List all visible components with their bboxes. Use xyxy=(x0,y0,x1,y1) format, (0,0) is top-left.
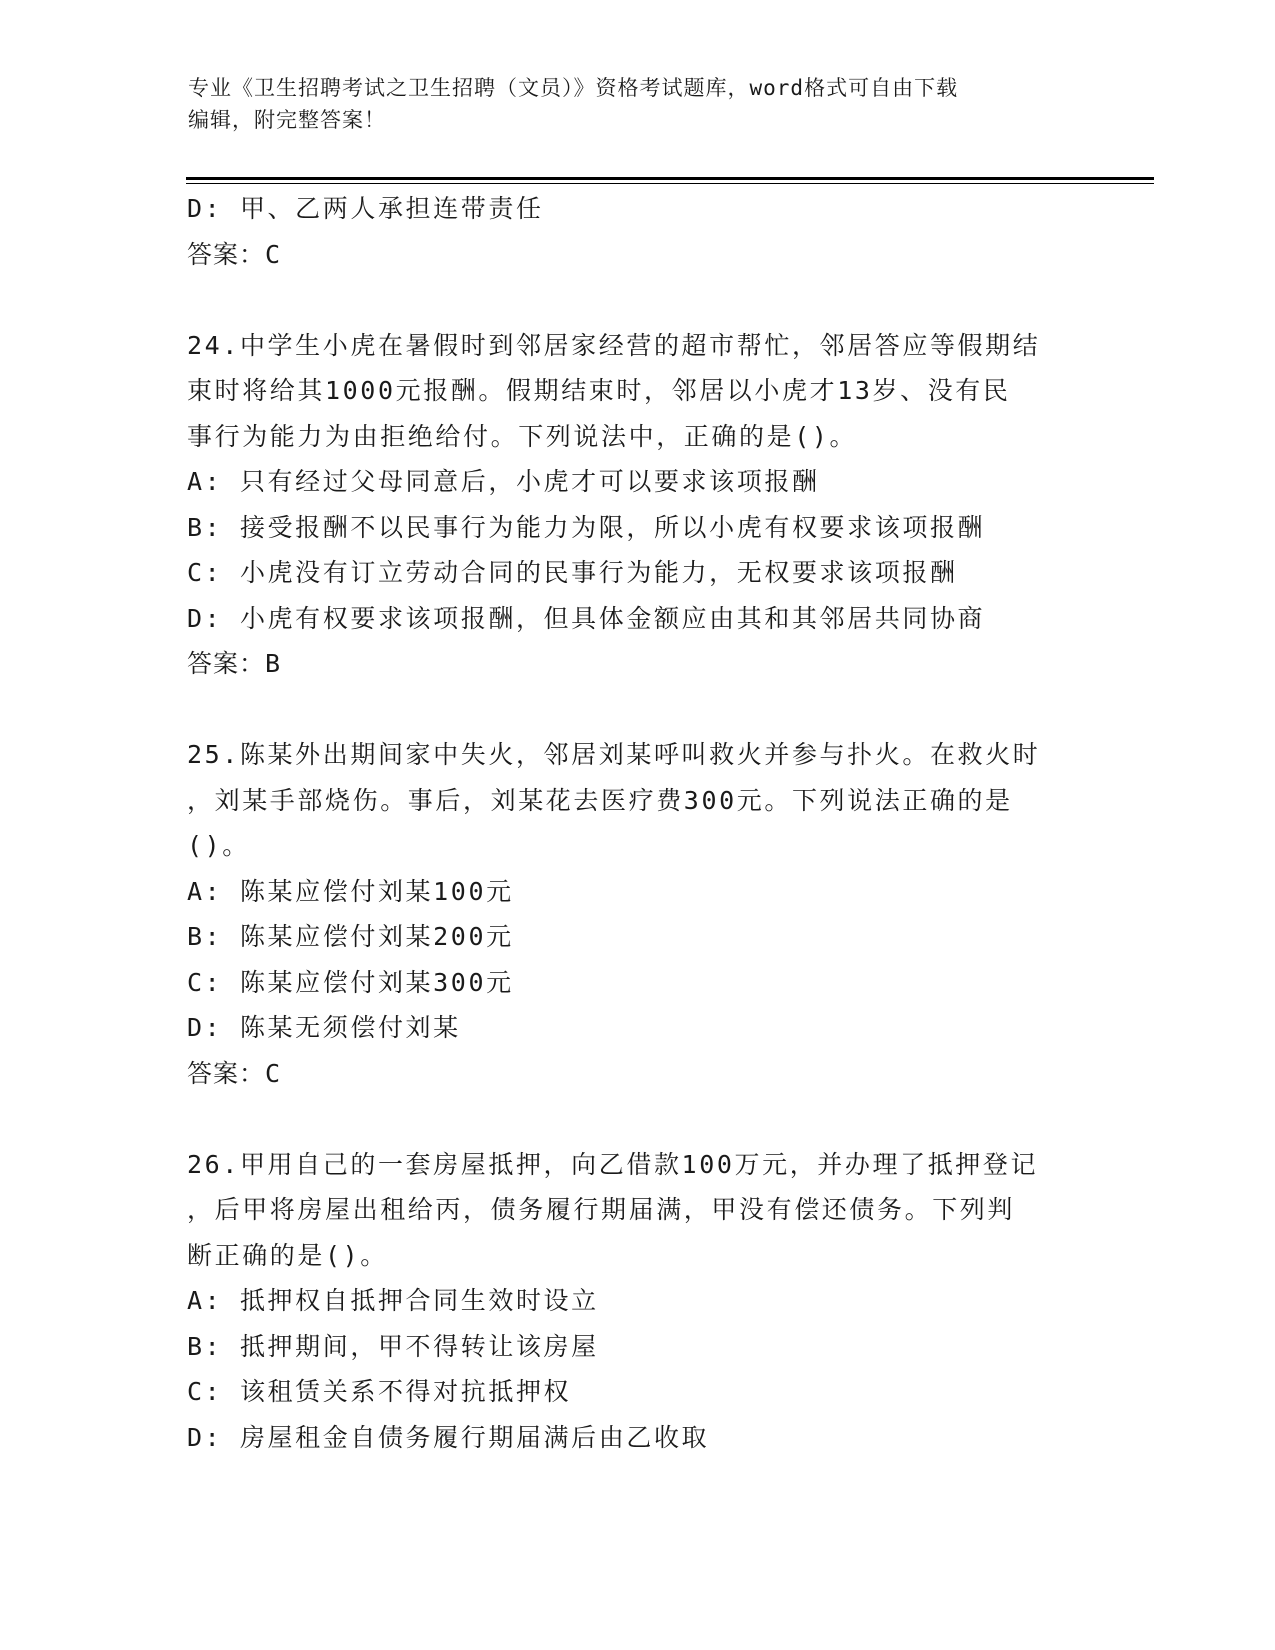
question-stem-line: 24.中学生小虎在暑假时到邻居家经营的超市帮忙，邻居答应等假期结 xyxy=(187,330,1041,360)
option-a: A: 陈某应偿付刘某100元 xyxy=(187,876,514,906)
option-a: A: 只有经过父母同意后，小虎才可以要求该项报酬 xyxy=(187,467,820,496)
question-stem-line: ，刘某手部烧伤。事后，刘某花去医疗费300元。下列说法正确的是 xyxy=(187,785,1013,815)
header-line-2: 编辑，附完整答案！ xyxy=(188,108,386,132)
answer: 答案：C xyxy=(187,239,282,269)
question-stem-line: 26.甲用自己的一套房屋抵押，向乙借款100万元，并办理了抵押登记 xyxy=(187,1149,1039,1179)
question-stem-line: 断正确的是()。 xyxy=(187,1240,388,1270)
option-d: D: 陈某无须偿付刘某 xyxy=(187,1013,461,1042)
option-b: B: 陈某应偿付刘某200元 xyxy=(187,922,514,951)
question-25 xyxy=(187,732,1087,1096)
option-d: D: 小虎有权要求该项报酬，但具体金额应由其和其邻居共同协商 xyxy=(187,603,986,633)
header-divider xyxy=(186,177,1154,180)
option-a: A: 抵押权自抵押合同生效时设立 xyxy=(187,1286,599,1315)
option-c: C: 陈某应偿付刘某300元 xyxy=(187,967,514,997)
question-stem-line: 25.陈某外出期间家中失火，邻居刘某呼叫救火并参与扑火。在救火时 xyxy=(187,740,1041,769)
previous-question-tail xyxy=(187,186,1087,277)
question-stem-line: 事行为能力为由拒绝给付。下列说法中，正确的是()。 xyxy=(187,421,858,451)
option-b: B: 抵押期间，甲不得转让该房屋 xyxy=(187,1331,599,1361)
question-stem-line: ，后甲将房屋出租给丙，债务履行期届满，甲没有偿还债务。下列判 xyxy=(187,1195,1016,1224)
header-divider-thin xyxy=(186,183,1154,184)
spacer xyxy=(187,1096,1087,1142)
question-stem-line: 束时将给其1000元报酬。假期结束时，邻居以小虎才13岁、没有民 xyxy=(187,376,1011,405)
document-header xyxy=(188,72,1068,136)
option-d: D: 甲、乙两人承担连带责任 xyxy=(187,194,544,223)
option-d: D: 房屋租金自债务履行期届满后由乙收取 xyxy=(187,1422,710,1452)
header-line-1: 专业《卫生招聘考试之卫生招聘（文员）》资格考试题库，word格式可自由下载 xyxy=(188,76,959,100)
question-24 xyxy=(187,323,1087,687)
question-26 xyxy=(187,1142,1087,1461)
option-c: C: 该租赁关系不得对抗抵押权 xyxy=(187,1377,572,1406)
question-stem-line: ()。 xyxy=(187,831,250,860)
spacer xyxy=(187,687,1087,733)
answer: 答案：C xyxy=(187,1058,282,1088)
option-b: B: 接受报酬不以民事行为能力为限，所以小虎有权要求该项报酬 xyxy=(187,512,986,542)
spacer xyxy=(187,277,1087,323)
question-content xyxy=(187,186,1087,1460)
answer: 答案：B xyxy=(187,649,282,678)
option-c: C: 小虎没有订立劳动合同的民事行为能力，无权要求该项报酬 xyxy=(187,558,958,587)
